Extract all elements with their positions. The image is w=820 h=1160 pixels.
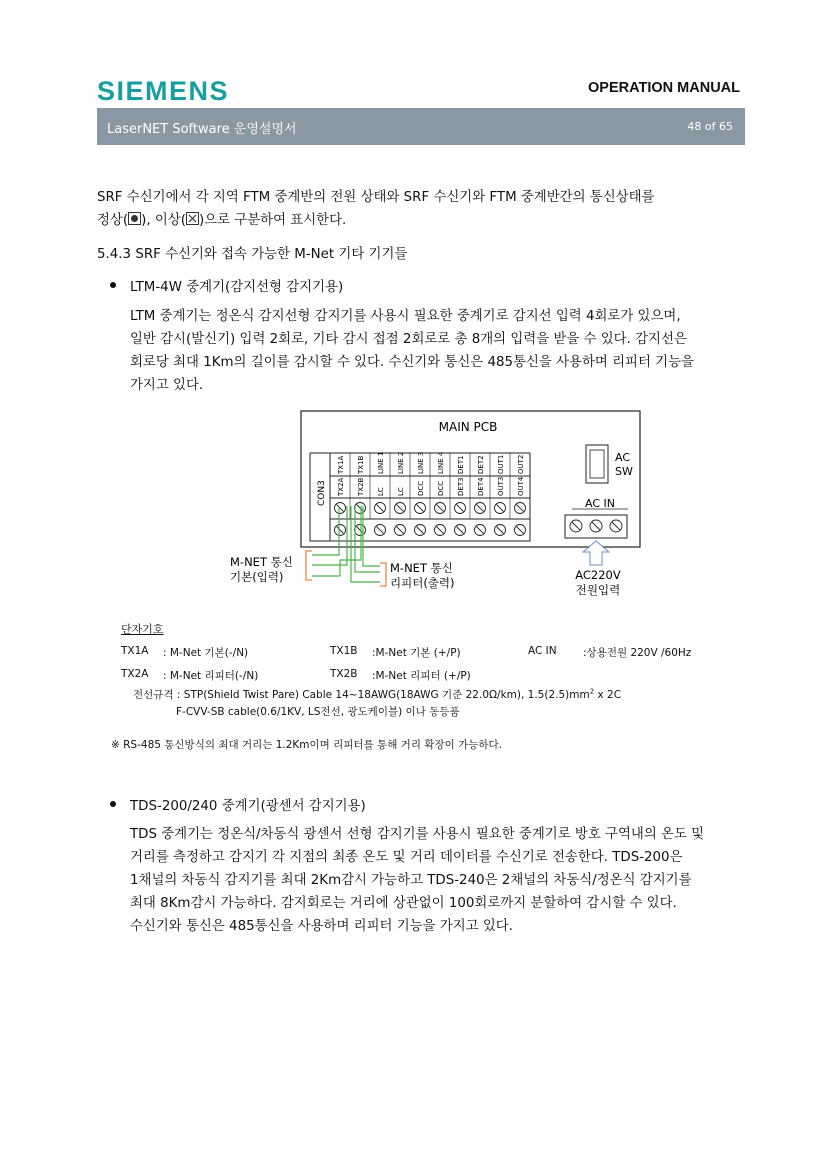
ac-sw-label-2: SW bbox=[615, 465, 633, 478]
terminal-top-label: OUT1 bbox=[497, 454, 505, 474]
ac-in-label: AC IN bbox=[585, 497, 615, 510]
terminal-bottom-label: OUT4 bbox=[517, 476, 525, 496]
legend-code: TX1A bbox=[121, 645, 149, 657]
legend-desc: : M-Net 리피터(-/N) bbox=[163, 670, 259, 682]
page-number: 48 of 65 bbox=[687, 120, 733, 133]
terminal-bottom-label: LC bbox=[397, 487, 405, 496]
terminal-bottom-label: LC bbox=[377, 487, 385, 496]
power-label-2: 전원입력 bbox=[575, 583, 621, 597]
legend-desc: :상용전원 220V /60Hz bbox=[583, 647, 692, 659]
rs485-note: ※ RS-485 통신방식의 최대 거리는 1.2Km이며 리피터를 통해 거리 확장이 가능하다. bbox=[111, 739, 502, 751]
pcb-title: MAIN PCB bbox=[438, 420, 498, 434]
legend-desc: :M-Net 리피터 (+/P) bbox=[372, 670, 471, 682]
legend-desc: :M-Net 기본 (+/P) bbox=[372, 647, 461, 659]
manual-title: OPERATION MANUAL bbox=[588, 80, 740, 96]
label-in-1: M-NET 통신 bbox=[230, 555, 293, 569]
connector-label: CON3 bbox=[317, 480, 327, 506]
terminal-bottom-label: DET3 bbox=[457, 477, 465, 496]
tds-line-3: 1채널의 차동식 감지기를 최대 2Km감시 가능하고 TDS-240은 2채널의 차동식/정온식 감지기를 bbox=[130, 873, 692, 888]
ltm-line-3: 회로당 최대 1Km의 길이를 감시할 수 있다. 수신기와 통신은 485통신을 사용하며 리피터 기능을 bbox=[130, 355, 694, 370]
tds-line-2: 거리를 측정하고 감지기 각 지점의 최종 온도 및 거리 데이터를 수신기로 전송한다. TDS-200은 bbox=[130, 850, 683, 865]
terminal-top-label: LINE 1 bbox=[377, 451, 385, 474]
ac-sw-label-1: AC bbox=[615, 451, 631, 464]
terminal-top-label: TX1B bbox=[357, 455, 365, 474]
terminal-bottom-label: TX2A bbox=[337, 477, 345, 496]
terminal-top-label: LINE 4 bbox=[437, 451, 445, 474]
bracket-out bbox=[380, 563, 386, 586]
cable-spec-2: F-CVV-SB cable(0.6/1KV, LS전선, 광도케이블) 이나 동등품 bbox=[176, 706, 460, 718]
power-label-1: AC220V bbox=[575, 568, 621, 582]
terminal-top-label: LINE 2 bbox=[397, 451, 405, 474]
terminal-top-label: OUT2 bbox=[517, 454, 525, 474]
legend-code: TX1B bbox=[330, 645, 358, 657]
terminal-top-label: DET1 bbox=[457, 455, 465, 474]
section-heading: 5.4.3 SRF 수신기와 접속 가능한 M-Net 기타 기기들 bbox=[97, 247, 408, 262]
siemens-logo: SIEMENS bbox=[97, 76, 230, 106]
terminal-bottom-label: DCC bbox=[437, 480, 445, 496]
label-out-2: 리피터(출력) bbox=[390, 576, 455, 590]
label-in-2: 기본(입력) bbox=[230, 570, 284, 584]
tds-line-4: 최대 8Km감시 가능하다. 감지회로는 거리에 상관없이 100회로까지 분할하여 감시할 수 있다. bbox=[130, 896, 677, 911]
legend-code: TX2A bbox=[121, 668, 149, 680]
terminal-legend-title: 단자기호 bbox=[121, 623, 164, 636]
ltm-line-4: 가지고 있다. bbox=[130, 378, 204, 393]
legend-code: AC IN bbox=[528, 645, 557, 657]
tds-line-1: TDS 중계기는 정온식/차동식 광센서 선형 감지기를 사용시 필요한 중계기로 방호 구역내의 온도 및 bbox=[130, 827, 705, 842]
legend-desc: : M-Net 기본(-/N) bbox=[163, 647, 249, 659]
terminal-bottom-label: OUT3 bbox=[497, 476, 505, 496]
terminal-top-label: DET2 bbox=[477, 455, 485, 474]
ltm-line-1: LTM 중계기는 정온식 감지선형 감지기를 사용시 필요한 중계기로 감지선 입력 4회로가 있으며, bbox=[130, 309, 681, 324]
ltm-line-2: 일반 감시(발신기) 입력 2회로, 기타 감시 접점 2회로로 총 8개의 입력을 받을 수 있다. 감지선은 bbox=[130, 332, 687, 347]
cable-spec-1: 전선규격 : STP(Shield Twist Pare) Cable 14~18AWG(18AWG 기준 22.0Ω/km), $1.5(2.5)mm^2$ x 2C bbox=[133, 687, 622, 701]
terminal-bottom-label: TX2B bbox=[357, 477, 365, 496]
intro-line-1: SRF 수신기에서 각 지역 FTM 중계반의 전원 상태와 SRF 수신기와 FTM 중계반간의 통신상태를 bbox=[97, 190, 655, 205]
tds-paragraph bbox=[130, 823, 745, 938]
terminal-bottom-label: DET4 bbox=[477, 477, 485, 496]
tds-line-5: 수신기와 통신은 485통신을 사용하며 리피터 기능을 가지고 있다. bbox=[130, 919, 513, 934]
terminal-bottom-label: DCC bbox=[417, 480, 425, 496]
terminal-top-label: LINE 3 bbox=[417, 451, 425, 474]
legend-code: TX2B bbox=[330, 668, 358, 680]
bracket-in bbox=[306, 551, 312, 580]
document-title: LaserNET Software 운영설명서 bbox=[107, 122, 297, 137]
intro-line-2: 정상( ), 이상( )으로 구분하여 표시한다. bbox=[97, 213, 347, 228]
label-out-1: M-NET 통신 bbox=[390, 561, 453, 575]
terminal-top-label: TX1A bbox=[337, 455, 345, 474]
